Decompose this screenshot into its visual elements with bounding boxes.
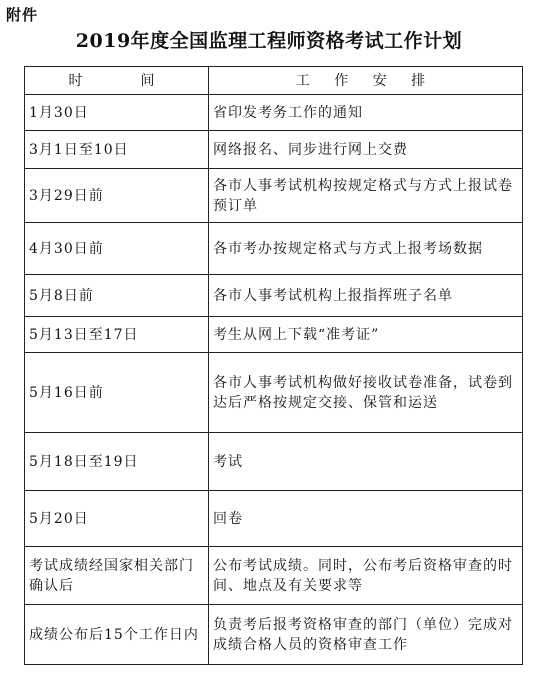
time-cell: 4月30日前 [25,223,209,275]
table-row [25,547,523,605]
time-cell: 5月18日至19日 [25,433,209,491]
task-cell: 回卷 [209,491,523,547]
column-header-time: 时 间 [25,67,209,95]
task-cell: 公布考试成绩。同时，公布考后资格审查的时间、地点及有关要求等 [209,547,523,605]
task-cell: 各市考办按规定格式与方式上报考场数据 [209,223,523,275]
table-row [25,491,523,547]
time-cell: 成绩公布后15个工作日内 [25,605,209,665]
task-cell: 各市人事考试机构做好接收试卷准备，试卷到达后严格按规定交接、保管和运送 [209,353,523,433]
table-row [25,275,523,317]
attachment-label: 附件 [6,6,39,24]
page-title: 2019年度全国监理工程师资格考试工作计划 [75,30,463,52]
table-row [25,605,523,665]
time-cell: 1月30日 [25,95,209,131]
table-row [25,95,523,131]
time-cell: 5月16日前 [25,353,209,433]
table-row [25,223,523,275]
task-cell: 负责考后报考资格审查的部门（单位）完成对成绩合格人员的资格审查工作 [209,605,523,665]
table-row [25,131,523,169]
table-header-row [25,67,523,95]
task-cell: 网络报名、同步进行网上交费 [209,131,523,169]
time-cell: 5月8日前 [25,275,209,317]
table-row [25,433,523,491]
time-cell: 5月20日 [25,491,209,547]
table-row [25,317,523,353]
column-header-arrangement: 工 作 安 排 [209,67,523,95]
time-cell: 3月1日至10日 [25,131,209,169]
task-cell: 考生从网上下载“准考证” [209,317,523,353]
time-cell: 考试成绩经国家相关部门确认后 [25,547,209,605]
schedule-table [24,66,523,665]
table-row [25,169,523,223]
task-cell: 省印发考务工作的通知 [209,95,523,131]
task-cell: 各市人事考试机构按规定格式与方式上报试卷预订单 [209,169,523,223]
task-cell: 考试 [209,433,523,491]
time-cell: 3月29日前 [25,169,209,223]
table-row [25,353,523,433]
task-cell: 各市人事考试机构上报指挥班子名单 [209,275,523,317]
time-cell: 5月13日至17日 [25,317,209,353]
